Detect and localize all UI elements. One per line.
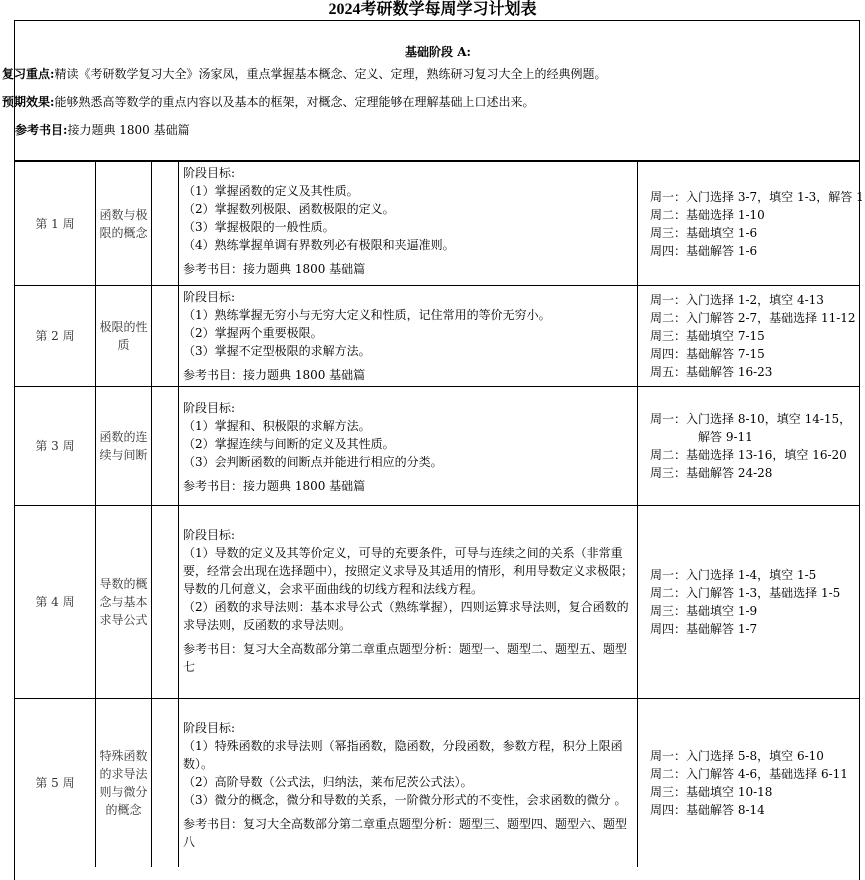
schedule-item: 解答 9-11 xyxy=(698,430,753,444)
goal-item: （2）高阶导数（公式法，归纳法，莱布尼茨公式法）。 xyxy=(183,775,473,789)
week-label: 第 4 周 xyxy=(35,595,75,609)
schedule-item: 周三：基础填空 10-18 xyxy=(650,785,773,799)
focus-label: 复习重点: xyxy=(2,67,55,81)
week-schedule xyxy=(638,506,860,698)
schedule-item: 周二：入门解答 1-3，基础选择 1-5 xyxy=(650,586,841,600)
effect-line xyxy=(2,93,534,110)
week-label: 第 1 周 xyxy=(35,216,75,231)
goal-reference: 参考书目：接力题典 1800 基础篇 xyxy=(183,368,366,382)
schedule-item: 周二：入门解答 4-6，基础选择 6-11 xyxy=(650,767,848,781)
schedule-item: 周二：入门解答 2-7，基础选择 11-12 xyxy=(650,311,856,325)
goal-item: （3）微分的概念，微分和导数的关系，一阶微分形式的不变性，会求函数的微分 。 xyxy=(183,793,627,807)
goal-item: （2）掌握连续与间断的定义及其性质。 xyxy=(183,437,395,451)
week-topic: 函数的连续与间断 xyxy=(99,430,148,462)
books-line xyxy=(15,121,190,138)
schedule-item: 周二：基础选择 1-10 xyxy=(650,207,765,222)
week-label: 第 5 周 xyxy=(35,776,75,790)
schedule-item: 周五：基础解答 16-23 xyxy=(650,365,773,379)
week-schedule xyxy=(638,387,860,505)
week-goals xyxy=(179,387,637,505)
effect-label: 预期效果: xyxy=(2,95,55,109)
effect-text: 能够熟悉高等数学的重点内容以及基本的框架，对概念、定理能够在理解基础上口述出来。 xyxy=(54,95,535,109)
schedule-item: 周四：基础解答 1-6 xyxy=(650,243,758,258)
goal-reference: 参考书目：复习大全高数部分第二章重点题型分析：题型三、题型四、题型六、题型八 xyxy=(183,817,628,849)
goal-item: （2）函数的求导法则：基本求导公式（熟练掌握），四则运算求导法则，复合函数的求导法则，反函数的求导法则。 xyxy=(183,600,629,632)
goals-heading: 阶段目标: xyxy=(183,166,236,180)
goal-item: （1）掌握函数的定义及其性质。 xyxy=(183,184,359,198)
week-schedule xyxy=(638,286,860,386)
schedule-item: 周三：基础填空 1-6 xyxy=(650,225,758,240)
books-label: 参考书目: xyxy=(15,123,68,137)
week-goals xyxy=(179,286,637,386)
schedule-item: 周一：入门选择 3-7，填空 1-3，解答 1 xyxy=(650,189,864,204)
goal-item: （1）特殊函数的求导法则（幂指函数，隐函数，分段函数，参数方程，积分上限函数）。 xyxy=(183,739,623,771)
schedule-item: 周四：基础解答 8-14 xyxy=(650,803,765,817)
week-topic: 导数的概念与基本求导公式 xyxy=(99,577,148,627)
stage-heading: 基础阶段 A: xyxy=(405,45,471,59)
goal-item: （3）掌握极限的一般性质。 xyxy=(183,220,335,234)
week-label: 第 2 周 xyxy=(35,329,75,343)
goal-reference: 参考书目：接力题典 1800 基础篇 xyxy=(183,262,366,276)
schedule-item: 周一：入门选择 5-8，填空 6-10 xyxy=(650,749,824,763)
goal-item: （1）熟练掌握无穷小与无穷大定义和性质，记住常用的等价无穷小。 xyxy=(183,308,551,322)
goal-reference: 参考书目：接力题典 1800 基础篇 xyxy=(183,479,366,493)
goal-item: （2）掌握数列极限、函数极限的定义。 xyxy=(183,202,395,216)
goals-heading: 阶段目标: xyxy=(183,401,236,415)
page-title: 2024考研数学每周学习计划表 xyxy=(328,1,537,18)
week-topic: 特殊函数的求导法则与微分的概念 xyxy=(99,749,148,817)
focus-text: 精读《考研数学复习大全》汤家凤，重点掌握基本概念、定义、定理，熟练研习复习大全上的经典例题。 xyxy=(54,67,607,81)
goal-item: （1）掌握和、积极限的求解方法。 xyxy=(183,419,371,433)
schedule-item: 周三：基础解答 24-28 xyxy=(650,466,773,480)
goals-heading: 阶段目标: xyxy=(183,721,236,735)
goal-item: （3）掌握不定型极限的求解方法。 xyxy=(183,344,371,358)
schedule-item: 周四：基础解答 1-7 xyxy=(650,622,758,636)
goals-heading: 阶段目标: xyxy=(183,290,236,304)
goal-item: （4）熟练掌握单调有界数列必有极限和夹逼准则。 xyxy=(183,238,455,252)
week-schedule xyxy=(638,162,864,285)
goal-item: （2）掌握两个重要极限。 xyxy=(183,326,323,340)
goal-reference: 参考书目：复习大全高数部分第二章重点题型分析：题型一、题型二、题型五、题型七 xyxy=(183,642,628,674)
goal-item: （1）导数的定义及其等价定义，可导的充要条件，可导与连续之间的关系（非常重要，经常会出现在选择题中），按照定义求导及其适用的情形，利用导数定义求极限；导数的几何意义，会求平面曲线的切线方程和法线方程。 xyxy=(183,546,634,596)
week-goals xyxy=(179,699,637,867)
intro-section xyxy=(2,21,861,161)
schedule-item: 周一：入门选择 1-2，填空 4-13 xyxy=(650,293,824,307)
goal-item: （3）会判断函数的间断点并能进行相应的分类。 xyxy=(183,455,443,469)
week-topic: 函数与极限的概念 xyxy=(99,207,148,240)
grid-line xyxy=(151,161,152,867)
week-topic: 极限的性质 xyxy=(99,320,148,352)
week-goals xyxy=(179,162,637,285)
schedule-item: 周一：入门选择 8-10，填空 14-15， xyxy=(650,412,852,426)
week-goals xyxy=(179,506,637,698)
schedule-item: 周三：基础填空 1-9 xyxy=(650,604,758,618)
schedule-item: 周二：基础选择 13-16，填空 16-20 xyxy=(650,448,847,462)
schedule-item: 周一：入门选择 1-4，填空 1-5 xyxy=(650,568,817,582)
week-schedule xyxy=(638,699,860,867)
books-text: 接力题典 1800 基础篇 xyxy=(67,123,190,137)
schedule-item: 周四：基础解答 7-15 xyxy=(650,347,765,361)
focus-line xyxy=(2,65,606,82)
schedule-item: 周三：基础填空 7-15 xyxy=(650,329,765,343)
goals-heading: 阶段目标: xyxy=(183,528,236,542)
week-label: 第 3 周 xyxy=(35,439,75,453)
